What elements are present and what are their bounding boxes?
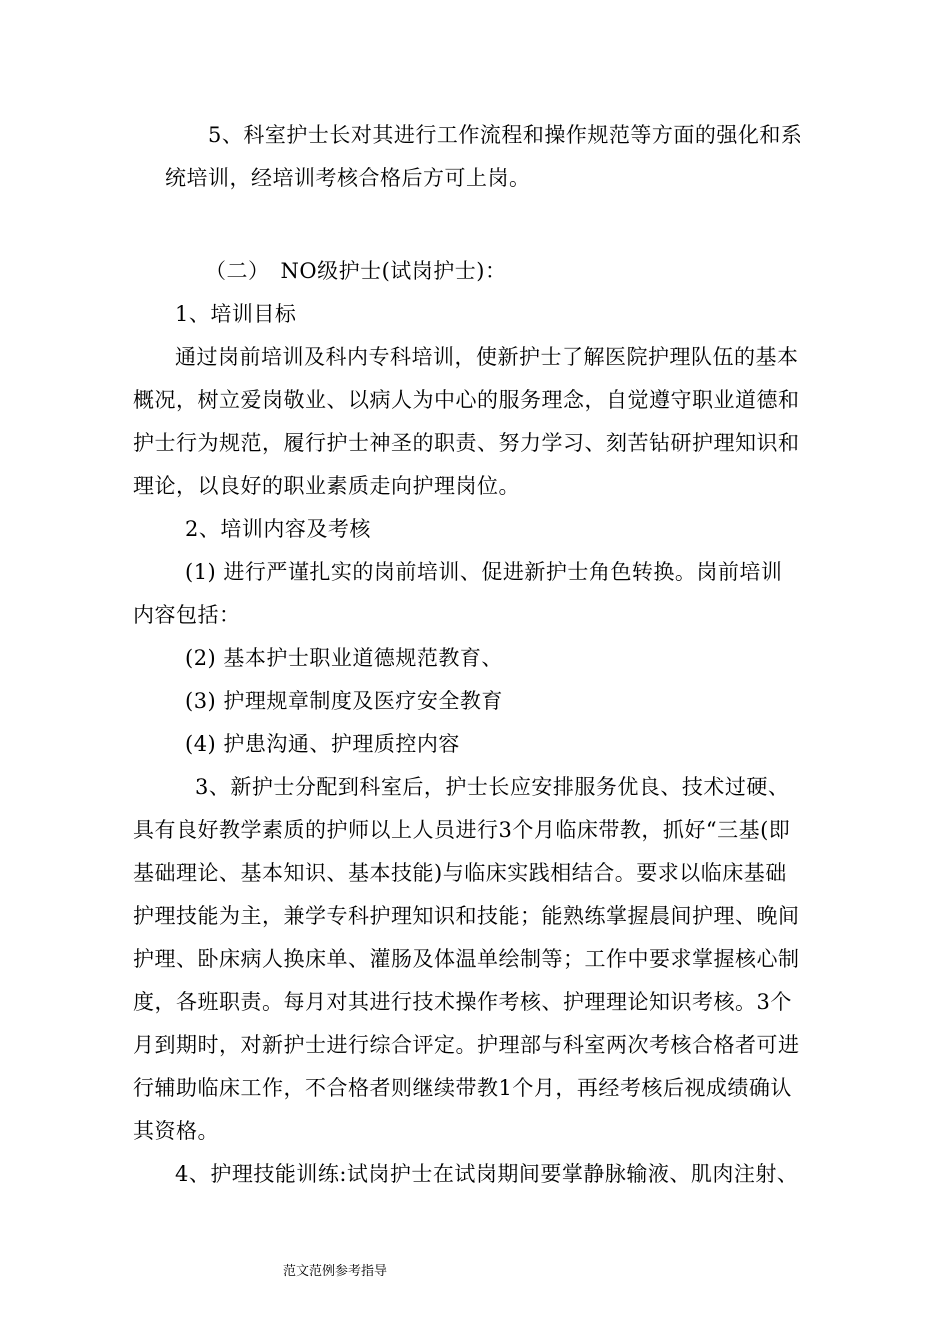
text-line: 基础理论、基本知识、基本技能)与临床实践相结合。要求以临床基础 (133, 861, 787, 885)
section-heading: （二） NO级护士(试岗护士)： (205, 259, 507, 283)
subheading: 2、培训内容及考核 (185, 517, 371, 541)
text-line: 内容包括： (133, 603, 241, 627)
text-line: 5、科室护士长对其进行工作流程和操作规范等方面的强化和系 (208, 123, 803, 147)
text-line: 具有良好教学素质的护师以上人员进行3个月临床带教，抓好“三基(即 (133, 818, 791, 842)
list-item: (1) 进行严谨扎实的岗前培训、促进新护士角色转换。岗前培训 (185, 560, 783, 584)
text-line: 统培训，经培训考核合格后方可上岗。 (165, 166, 531, 190)
list-item: (2) 基本护士职业道德规范教育、 (185, 646, 503, 670)
list-item: (4) 护患沟通、护理质控内容 (185, 732, 460, 756)
text-line: 3、新护士分配到科室后，护士长应安排服务优良、技术过硬、 (195, 775, 790, 799)
text-line: 月到期时，对新护士进行综合评定。护理部与科室两次考核合格者可进 (133, 1033, 800, 1057)
subheading: 1、培训目标 (175, 302, 297, 326)
text-line: 行辅助临床工作，不合格者则继续带教1个月，再经考核后视成绩确认 (133, 1076, 792, 1100)
text-line: 度，各班职责。每月对其进行技术操作考核、护理理论知识考核。3个 (133, 990, 792, 1014)
text-line: 通过岗前培训及科内专科培训，使新护士了解医院护理队伍的基本 (175, 345, 799, 369)
text-line: 概况，树立爱岗敬业、以病人为中心的服务理念，自觉遵守职业道德和 (133, 388, 800, 412)
text-line: 4、护理技能训练:试岗护士在试岗期间要掌静脉输液、肌肉注射、 (175, 1162, 799, 1186)
text-line: 护士行为规范，履行护士神圣的职责、努力学习、刻苦钻研护理知识和 (133, 431, 800, 455)
list-item: (3) 护理规章制度及医疗安全教育 (185, 689, 503, 713)
text-line: 理论，以良好的职业素质走向护理岗位。 (133, 474, 520, 498)
page-footer: 范文范例参考指导 (283, 1264, 388, 1279)
text-line: 护理技能为主，兼学专科护理知识和技能；能熟练掌握晨间护理、晚间 (133, 904, 800, 928)
text-line: 护理、卧床病人换床单、灌肠及体温单绘制等；工作中要求掌握核心制 (133, 947, 800, 971)
text-line: 其资格。 (133, 1119, 219, 1143)
